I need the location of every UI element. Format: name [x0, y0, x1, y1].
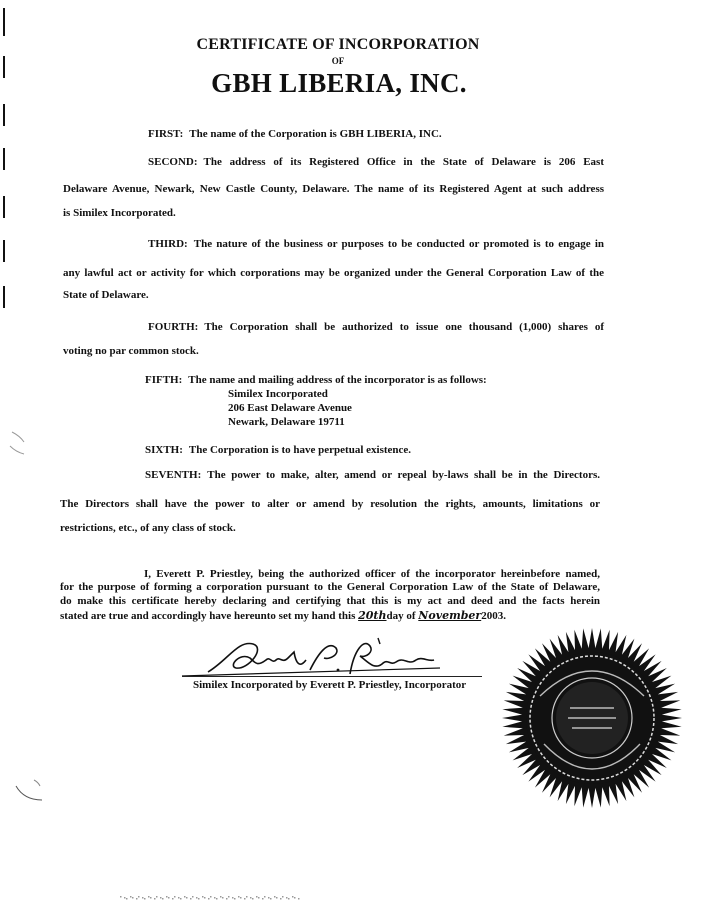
scan-noise-dot [168, 897, 170, 899]
scan-noise-dot [196, 897, 198, 899]
scan-noise-dot [292, 896, 294, 898]
scan-noise-dot [274, 896, 276, 898]
article-seventh-line1 [145, 469, 600, 482]
scan-edge-mark [3, 8, 5, 36]
scan-noise-dot [120, 896, 122, 898]
scan-noise-dot [142, 897, 144, 899]
scan-edge-mark [3, 148, 5, 170]
scan-noise-dot [234, 898, 236, 900]
article-lead: FOURTH: [148, 321, 199, 333]
scan-noise-dot [204, 897, 206, 899]
company-name: GBH LIBERIA, INC. [211, 68, 467, 98]
article-second-line2: Delaware Avenue, Newark, New Castle County, Delaware. The name of its Registered Agent at such address [63, 183, 604, 195]
scan-noise-dot [232, 897, 234, 899]
article-fourth-line2: voting no par common stock. [63, 345, 199, 357]
scan-noise-dot [210, 896, 212, 898]
article-text: The address of its Registered Office in the State of Delaware is 206 East [203, 156, 604, 168]
corporate-seal-icon [500, 626, 684, 810]
incorporator-address-line: Newark, Delaware 19711 [228, 416, 345, 428]
scan-noise [120, 896, 300, 902]
scan-noise-dot [268, 897, 270, 899]
document-title: CERTIFICATE OF INCORPORATION [196, 36, 480, 53]
scan-noise-dot [172, 898, 174, 900]
scan-noise-dot [250, 897, 252, 899]
scan-noise-dot [294, 897, 296, 899]
article-text: The power to make, alter, amend or repeal by-laws shall be in the Directors. [207, 469, 600, 481]
scan-smudge-mark [14, 778, 44, 808]
scan-noise-dot [288, 898, 290, 900]
scan-noise-dot [186, 897, 188, 899]
scan-noise-dot [178, 897, 180, 899]
scan-noise-dot [264, 896, 266, 898]
article-lead: SECOND: [148, 156, 198, 168]
scan-noise-dot [148, 896, 150, 898]
article-seventh-line3: restrictions, etc., of any class of stock. [60, 522, 236, 534]
attestation-day-word: day of [386, 610, 416, 622]
scan-noise-dot [202, 896, 204, 898]
scan-noise-dot [244, 898, 246, 900]
incorporator-address-line: 206 East Delaware Avenue [228, 402, 352, 414]
scan-noise-dot [126, 898, 128, 900]
scan-noise-dot [150, 897, 152, 899]
scan-edge-mark [3, 240, 5, 262]
scan-smudge-mark [8, 428, 32, 458]
attestation-text: stated are true and accordingly have hereunto set my hand this [60, 610, 356, 622]
scan-noise-dot [136, 898, 138, 900]
signature-line [182, 676, 482, 677]
scan-noise-dot [154, 898, 156, 900]
scan-noise-dot [138, 896, 140, 898]
scan-noise-dot [216, 898, 218, 900]
attestation-line1: I, Everett P. Priestley, being the authorized officer of the incorporator hereinbefore named, [144, 568, 600, 580]
scan-noise-dot [174, 896, 176, 898]
scan-noise-dot [238, 896, 240, 898]
article-fifth [145, 374, 487, 387]
article-text: The name and mailing address of the incorporator is as follows: [188, 374, 487, 386]
scan-noise-dot [256, 896, 258, 898]
article-fourth-line1 [148, 321, 604, 334]
scan-noise-dot [166, 896, 168, 898]
scan-noise-dot [240, 897, 242, 899]
scan-noise-dot [220, 896, 222, 898]
article-lead: SIXTH: [145, 444, 183, 456]
scan-noise-dot [132, 897, 134, 899]
scan-edge-mark [3, 286, 5, 308]
incorporator-address-line: Similex Incorporated [228, 388, 328, 400]
title-connector: OF [331, 56, 345, 66]
scan-noise-dot [222, 897, 224, 899]
article-sixth [145, 444, 411, 457]
article-seventh-line2: The Directors shall have the power to alter or amend by resolution the rights, amounts, limitations or [60, 498, 600, 510]
scan-noise-dot [208, 898, 210, 900]
article-second-line3: is Similex Incorporated. [63, 207, 176, 219]
scan-edge-mark [3, 196, 5, 218]
article-text: The nature of the business or purposes to be conducted or promoted is to engage in [193, 238, 604, 250]
article-third-line2: any lawful act or activity for which corporations may be organized under the General Corporation Law of the [63, 267, 604, 279]
scan-noise-dot [280, 898, 282, 900]
scan-noise-dot [262, 898, 264, 900]
signature-caption: Similex Incorporated by Everett P. Priestley, Incorporator [193, 679, 467, 691]
article-text: The Corporation shall be authorized to issue one thousand (1,000) shares of [204, 321, 604, 333]
scan-noise-dot [252, 898, 254, 900]
scan-noise-dot [192, 896, 194, 898]
handwritten-day: 20th [358, 609, 387, 622]
scan-noise-dot [258, 897, 260, 899]
article-lead: THIRD: [148, 238, 188, 250]
scan-noise-dot [270, 898, 272, 900]
attestation-line2: for the purpose of forming a corporation pursuant to the General Corporation Law of the State of Delaware, [60, 581, 600, 593]
scan-noise-dot [276, 897, 278, 899]
article-text: The Corporation is to have perpetual existence. [188, 444, 412, 456]
attestation-line4 [60, 609, 506, 623]
article-lead: SEVENTH: [145, 469, 202, 481]
article-text: The name of the Corporation is GBH LIBERIA, INC. [189, 128, 442, 140]
scan-noise-dot [298, 898, 300, 900]
scan-noise-dot [214, 897, 216, 899]
scan-noise-dot [282, 896, 284, 898]
scan-noise-dot [228, 896, 230, 898]
scan-noise-dot [180, 898, 182, 900]
attestation-line3: do make this certificate hereby declaring and certifying that this is my act and deed and the facts herein [60, 595, 600, 607]
scan-noise-dot [286, 897, 288, 899]
scan-noise-dot [160, 897, 162, 899]
article-second-line1 [148, 156, 604, 169]
scan-noise-dot [162, 898, 164, 900]
scan-edge-mark [3, 104, 5, 126]
article-third-line1 [148, 238, 604, 251]
scan-noise-dot [130, 896, 132, 898]
article-third-line3: State of Delaware. [63, 289, 149, 301]
article-lead: FIRST: [148, 128, 184, 140]
scan-noise-dot [190, 898, 192, 900]
scan-noise-dot [156, 896, 158, 898]
article-first [148, 128, 442, 141]
attestation-year: 2003. [481, 610, 506, 622]
scan-noise-dot [198, 898, 200, 900]
handwritten-month: November [418, 609, 482, 622]
scan-noise-dot [246, 896, 248, 898]
scan-noise-dot [184, 896, 186, 898]
scan-noise-dot [124, 897, 126, 899]
scan-noise-dot [144, 898, 146, 900]
scan-noise-dot [226, 898, 228, 900]
article-lead: FIFTH: [145, 374, 183, 386]
